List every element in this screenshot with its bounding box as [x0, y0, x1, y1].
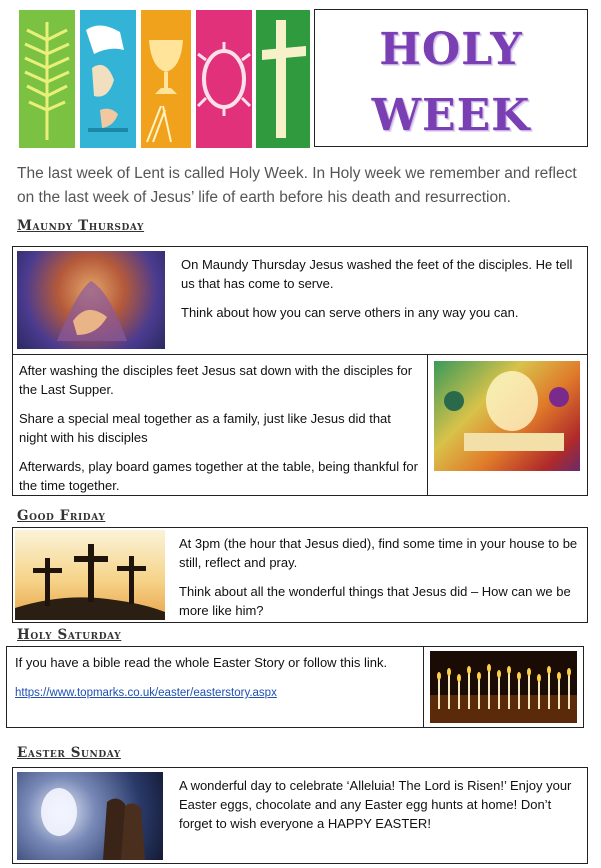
crown-of-thorns-icon	[196, 10, 252, 148]
chalice-panel	[141, 10, 191, 148]
foot-washing-icon	[80, 10, 136, 148]
maundy-text-1	[181, 255, 581, 332]
good-friday-box	[12, 527, 588, 623]
easter-sunday-box	[12, 767, 588, 864]
foot-washing-panel	[80, 10, 136, 148]
easter-story-link[interactable]: https://www.topmarks.co.uk/easter/easterstory.aspx	[15, 687, 277, 699]
last-supper-image	[434, 361, 580, 471]
empty-tomb-image	[17, 772, 163, 860]
maundy-p2: Think about how you can serve others in any way you can.	[181, 305, 519, 320]
three-crosses-image	[15, 530, 165, 620]
cross-icon	[256, 10, 310, 148]
intro-paragraph: The last week of Lent is called Holy Week. In Holy week we remember and reflect on the last week of Jesus’ life of earth before his death and resurrection.	[17, 165, 577, 206]
chalice-icon	[141, 10, 191, 148]
maundy-thursday-heading: Maundy Thursday	[17, 218, 145, 234]
easter-sunday-p1: A wonderful day to celebrate ‘Alleluia! The Lord is Risen!’ Enjoy your Easter eggs, chocolate and any Easter egg hunts at home! Don’t forget to wish everyone a HAPPY EASTER!	[179, 778, 572, 831]
holy-saturday-text	[15, 653, 439, 703]
holy-week-title-box	[314, 9, 588, 147]
candles-box	[423, 646, 584, 728]
palm-branch-panel	[19, 10, 75, 148]
holy-saturday-p1: If you have a bible read the whole Easter Story or follow this link.	[15, 655, 388, 670]
good-friday-heading: Good Friday	[17, 508, 106, 524]
maundy-text-2	[19, 361, 419, 505]
maundy-box-1	[12, 246, 588, 356]
foot-washing-image	[17, 251, 165, 349]
title-line-2: WEEK	[371, 90, 531, 141]
cross-panel	[256, 10, 310, 148]
title-line-1: HOLY	[379, 24, 523, 75]
maundy-box-2	[12, 354, 588, 496]
maundy-p5: Afterwards, play board games together at the table, being thankful for the time together.	[19, 459, 418, 493]
holy-saturday-heading: Holy Saturday	[17, 627, 122, 643]
easter-sunday-text	[179, 776, 581, 843]
good-friday-p1: At 3pm (the hour that Jesus died), find some time in your house to be still, reflect and pray.	[179, 536, 578, 570]
good-friday-text	[179, 534, 581, 630]
holy-saturday-box	[6, 646, 446, 728]
palm-leaf-icon	[19, 10, 75, 148]
easter-sunday-heading: Easter Sunday	[17, 745, 121, 761]
good-friday-p2: Think about all the wonderful things that Jesus did – How can we be more like him?	[179, 584, 571, 618]
maundy-p3: After washing the disciples feet Jesus sat down with the disciples for the Last Supper.	[19, 363, 413, 397]
maundy-p1: On Maundy Thursday Jesus washed the feet of the disciples. He tell us that has come to serve.	[181, 257, 573, 291]
candles-image	[430, 651, 577, 723]
crown-of-thorns-panel	[196, 10, 252, 148]
maundy-p4: Share a special meal together as a family, just like Jesus did that night with his disciples	[19, 411, 391, 445]
